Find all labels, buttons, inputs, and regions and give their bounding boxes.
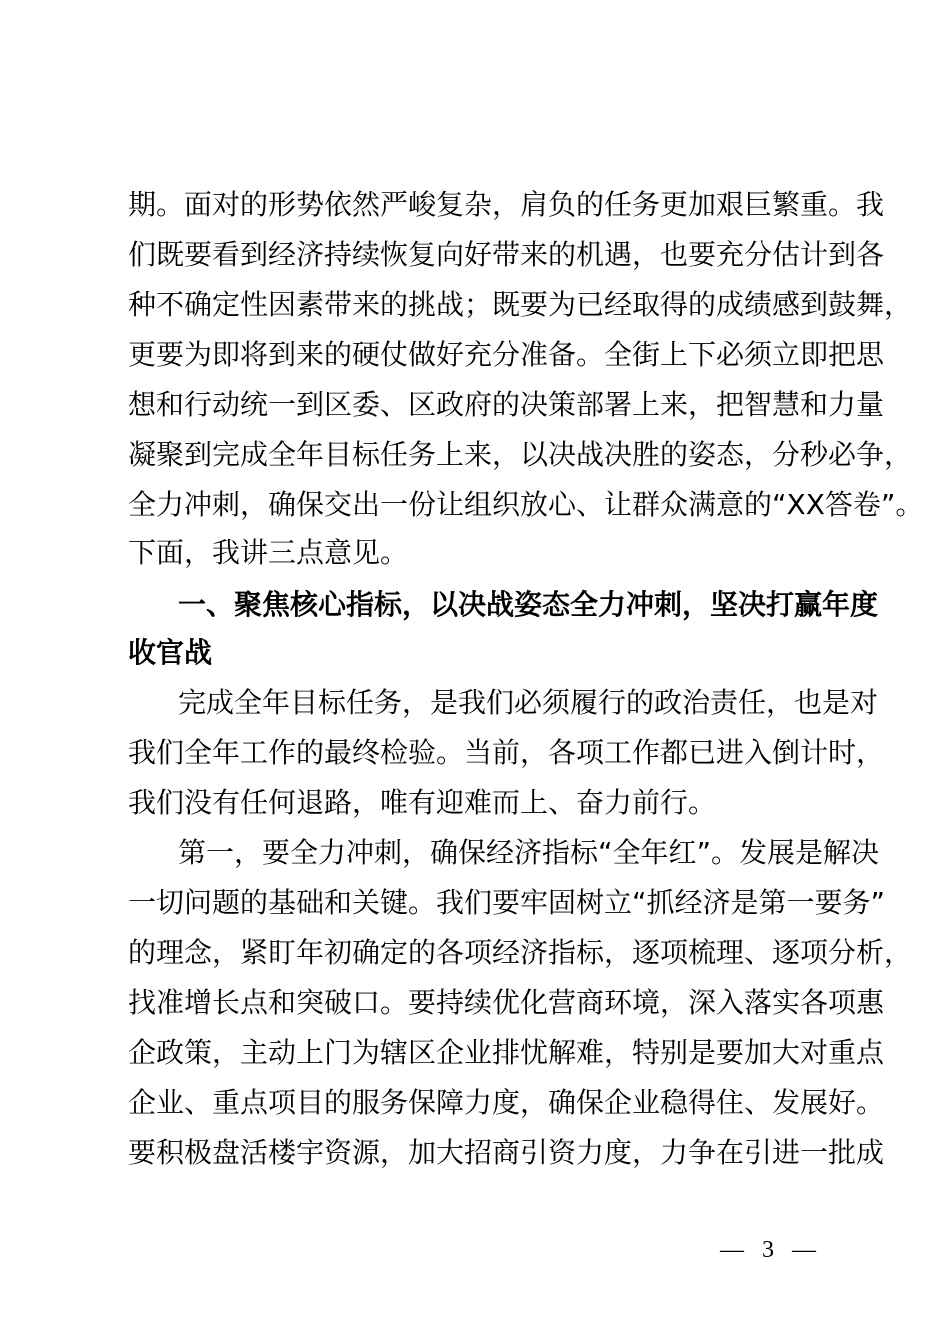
body-text-line: 企政策，主动上门为辖区企业排忧解难，特别是要加大对重点 <box>128 1036 885 1069</box>
body-text-line: 企业、重点项目的服务保障力度，确保企业稳得住、发展好。 <box>128 1086 885 1119</box>
body-text-line: 更要为即将到来的硬仗做好充分准备。全街上下必须立即把思 <box>128 338 885 371</box>
body-text-line: 们既要看到经济持续恢复向好带来的机遇，也要充分估计到各 <box>128 238 885 271</box>
body-text-line: 找准增长点和突破口。要持续优化营商环境，深入落实各项惠 <box>128 986 885 1019</box>
body-text-line: 完成全年目标任务，是我们必须履行的政治责任，也是对 <box>178 686 879 719</box>
body-text-line: 我们全年工作的最终检验。当前，各项工作都已进入倒计时， <box>128 736 885 769</box>
body-text-line: 我们没有任何退路，唯有迎难而上、奋力前行。 <box>128 786 717 819</box>
body-text-line: 第一，要全力冲刺，确保经济指标“全年红”。发展是解决 <box>178 836 880 869</box>
body-text-line: 的理念，紧盯年初确定的各项经济指标，逐项梳理、逐项分析， <box>128 936 913 969</box>
body-text-line: 种不确定性因素带来的挑战；既要为已经取得的成绩感到鼓舞， <box>128 288 913 321</box>
body-text-line: 期。面对的形势依然严峻复杂，肩负的任务更加艰巨繁重。我 <box>128 188 885 221</box>
section-heading: 一、聚焦核心指标，以决战姿态全力冲刺，坚决打赢年度 <box>178 588 879 621</box>
body-text-line: 一切问题的基础和关键。我们要牢固树立“抓经济是第一要务” <box>128 886 886 919</box>
page-number: — 3 — <box>720 1237 822 1263</box>
section-heading: 收官战 <box>128 636 213 669</box>
body-text-line: 要积极盘活楼宇资源，加大招商引资力度，力争在引进一批成 <box>128 1136 885 1169</box>
body-text-line: 全力冲刺，确保交出一份让组织放心、让群众满意的“XX答卷”。 <box>128 488 924 521</box>
body-text-line: 凝聚到完成全年目标任务上来，以决战决胜的姿态，分秒必争， <box>128 438 913 471</box>
body-text-line: 想和行动统一到区委、区政府的决策部署上来，把智慧和力量 <box>128 388 885 421</box>
body-text-line: 下面，我讲三点意见。 <box>128 536 409 569</box>
